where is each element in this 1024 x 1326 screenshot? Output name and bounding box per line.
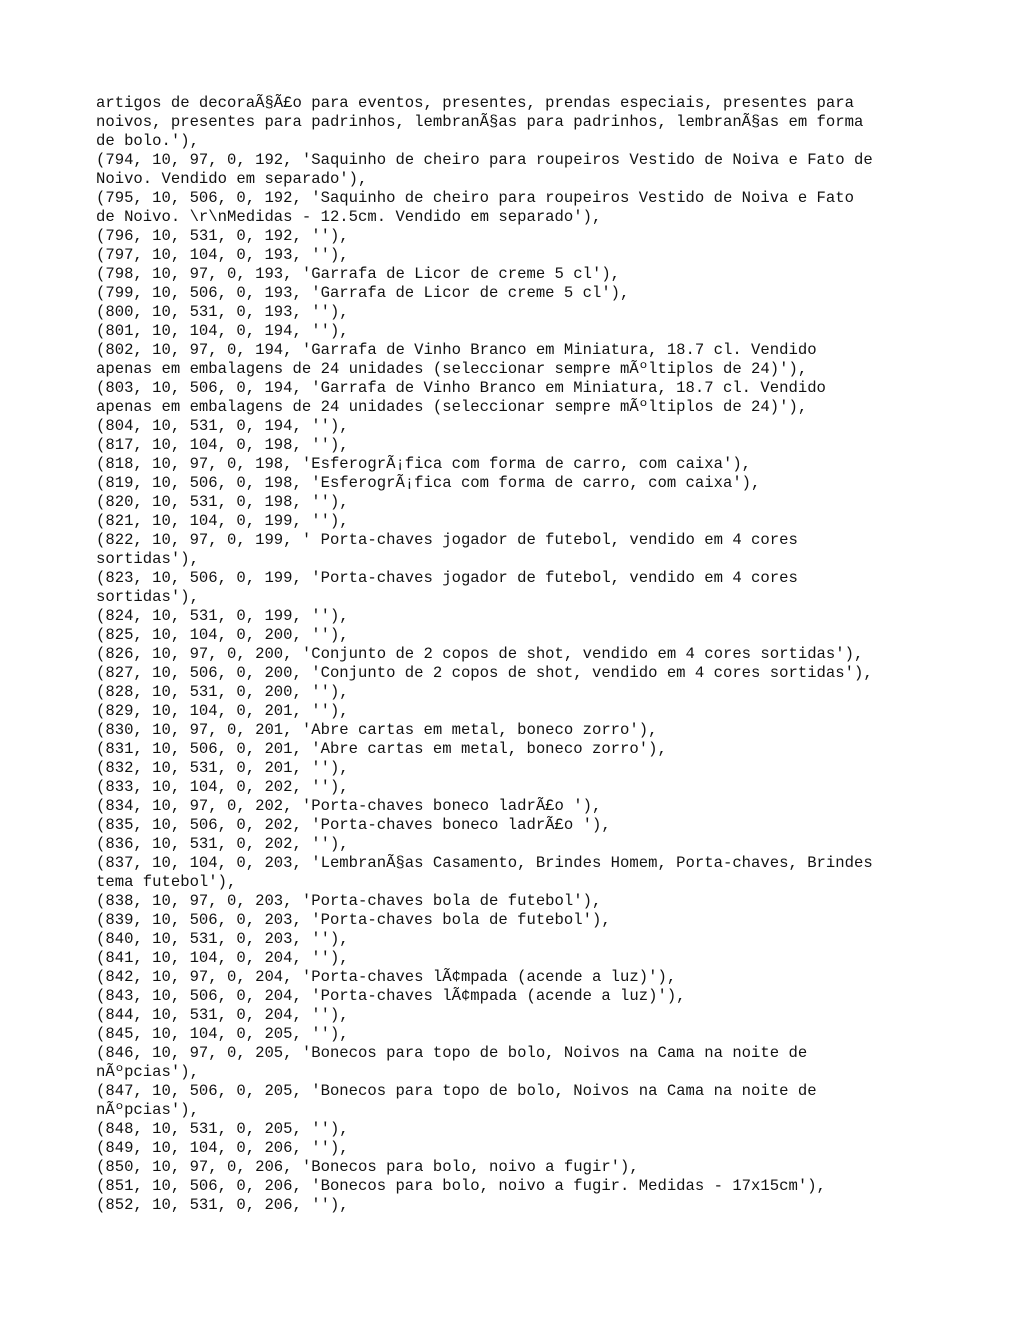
text-line: (797, 10, 104, 0, 193, ''),	[96, 246, 349, 264]
text-line: (839, 10, 506, 0, 203, 'Porta-chaves bola de futebol'),	[96, 911, 611, 929]
text-line: (823, 10, 506, 0, 199, 'Porta-chaves jogador de futebol, vendido em 4 cores	[96, 569, 798, 587]
text-line: (801, 10, 104, 0, 194, ''),	[96, 322, 349, 340]
text-line: noivos, presentes para padrinhos, lembranÃ§as para padrinhos, lembranÃ§as em forma	[96, 113, 864, 131]
text-line: (838, 10, 97, 0, 203, 'Porta-chaves bola de futebol'),	[96, 892, 602, 910]
text-line: artigos de decoraÃ§Ã£o para eventos, presentes, prendas especiais, presentes para	[96, 94, 854, 112]
text-line: nÃºpcias'),	[96, 1101, 199, 1119]
text-line: (794, 10, 97, 0, 192, 'Saquinho de cheiro para roupeiros Vestido de Noiva e Fato de	[96, 151, 873, 169]
text-line: (835, 10, 506, 0, 202, 'Porta-chaves boneco ladrÃ£o '),	[96, 816, 611, 834]
text-line: (824, 10, 531, 0, 199, ''),	[96, 607, 349, 625]
text-line: (832, 10, 531, 0, 201, ''),	[96, 759, 349, 777]
text-line: (837, 10, 104, 0, 203, 'LembranÃ§as Casamento, Brindes Homem, Porta-chaves, Brindes	[96, 854, 873, 872]
text-line: (834, 10, 97, 0, 202, 'Porta-chaves boneco ladrÃ£o '),	[96, 797, 602, 815]
text-line: (831, 10, 506, 0, 201, 'Abre cartas em metal, boneco zorro'),	[96, 740, 667, 758]
text-line: (799, 10, 506, 0, 193, 'Garrafa de Licor de creme 5 cl'),	[96, 284, 630, 302]
text-line: (847, 10, 506, 0, 205, 'Bonecos para topo de bolo, Noivos na Cama na noite de	[96, 1082, 817, 1100]
text-line: (817, 10, 104, 0, 198, ''),	[96, 436, 349, 454]
text-line: (830, 10, 97, 0, 201, 'Abre cartas em metal, boneco zorro'),	[96, 721, 658, 739]
text-line: (819, 10, 506, 0, 198, 'EsferogrÃ¡fica com forma de carro, com caixa'),	[96, 474, 761, 492]
text-line: (795, 10, 506, 0, 192, 'Saquinho de cheiro para roupeiros Vestido de Noiva e Fato	[96, 189, 854, 207]
text-line: de Noivo. \r\nMedidas - 12.5cm. Vendido em separado'),	[96, 208, 602, 226]
text-line: (821, 10, 104, 0, 199, ''),	[96, 512, 349, 530]
text-line: (800, 10, 531, 0, 193, ''),	[96, 303, 349, 321]
text-line: (852, 10, 531, 0, 206, ''),	[96, 1196, 349, 1214]
text-line: (818, 10, 97, 0, 198, 'EsferogrÃ¡fica com forma de carro, com caixa'),	[96, 455, 752, 473]
text-line: nÃºpcias'),	[96, 1063, 199, 1081]
text-line: sortidas'),	[96, 588, 199, 606]
text-line: (827, 10, 506, 0, 200, 'Conjunto de 2 copos de shot, vendido em 4 cores sortidas'),	[96, 664, 873, 682]
text-line: (826, 10, 97, 0, 200, 'Conjunto de 2 copos de shot, vendido em 4 cores sortidas'),	[96, 645, 864, 663]
text-line: (803, 10, 506, 0, 194, 'Garrafa de Vinho Branco em Miniatura, 18.7 cl. Vendido	[96, 379, 826, 397]
text-line: (848, 10, 531, 0, 205, ''),	[96, 1120, 349, 1138]
text-line: (840, 10, 531, 0, 203, ''),	[96, 930, 349, 948]
text-line: apenas em embalagens de 24 unidades (seleccionar sempre mÃºltiplos de 24)'),	[96, 360, 808, 378]
text-line: sortidas'),	[96, 550, 199, 568]
text-line: (843, 10, 506, 0, 204, 'Porta-chaves lÃ¢mpada (acende a luz)'),	[96, 987, 686, 1005]
text-line: apenas em embalagens de 24 unidades (seleccionar sempre mÃºltiplos de 24)'),	[96, 398, 808, 416]
text-line: tema futebol'),	[96, 873, 237, 891]
text-line: (844, 10, 531, 0, 204, ''),	[96, 1006, 349, 1024]
text-line: (841, 10, 104, 0, 204, ''),	[96, 949, 349, 967]
text-line: (846, 10, 97, 0, 205, 'Bonecos para topo de bolo, Noivos na Cama na noite de	[96, 1044, 808, 1062]
text-line: (829, 10, 104, 0, 201, ''),	[96, 702, 349, 720]
text-line: (851, 10, 506, 0, 206, 'Bonecos para bolo, noivo a fugir. Medidas - 17x15cm'),	[96, 1177, 826, 1195]
text-line: (798, 10, 97, 0, 193, 'Garrafa de Licor de creme 5 cl'),	[96, 265, 621, 283]
text-line: (822, 10, 97, 0, 199, ' Porta-chaves jogador de futebol, vendido em 4 cores	[96, 531, 798, 549]
document-page	[96, 94, 976, 1215]
text-line: (825, 10, 104, 0, 200, ''),	[96, 626, 349, 644]
text-line: (849, 10, 104, 0, 206, ''),	[96, 1139, 349, 1157]
text-line: de bolo.'),	[96, 132, 199, 150]
text-line: (796, 10, 531, 0, 192, ''),	[96, 227, 349, 245]
text-line: (836, 10, 531, 0, 202, ''),	[96, 835, 349, 853]
text-line: Noivo. Vendido em separado'),	[96, 170, 368, 188]
text-line: (833, 10, 104, 0, 202, ''),	[96, 778, 349, 796]
text-line: (845, 10, 104, 0, 205, ''),	[96, 1025, 349, 1043]
text-line: (828, 10, 531, 0, 200, ''),	[96, 683, 349, 701]
text-line: (820, 10, 531, 0, 198, ''),	[96, 493, 349, 511]
text-line: (850, 10, 97, 0, 206, 'Bonecos para bolo, noivo a fugir'),	[96, 1158, 639, 1176]
text-line: (804, 10, 531, 0, 194, ''),	[96, 417, 349, 435]
text-line: (842, 10, 97, 0, 204, 'Porta-chaves lÃ¢mpada (acende a luz)'),	[96, 968, 677, 986]
text-line: (802, 10, 97, 0, 194, 'Garrafa de Vinho Branco em Miniatura, 18.7 cl. Vendido	[96, 341, 817, 359]
